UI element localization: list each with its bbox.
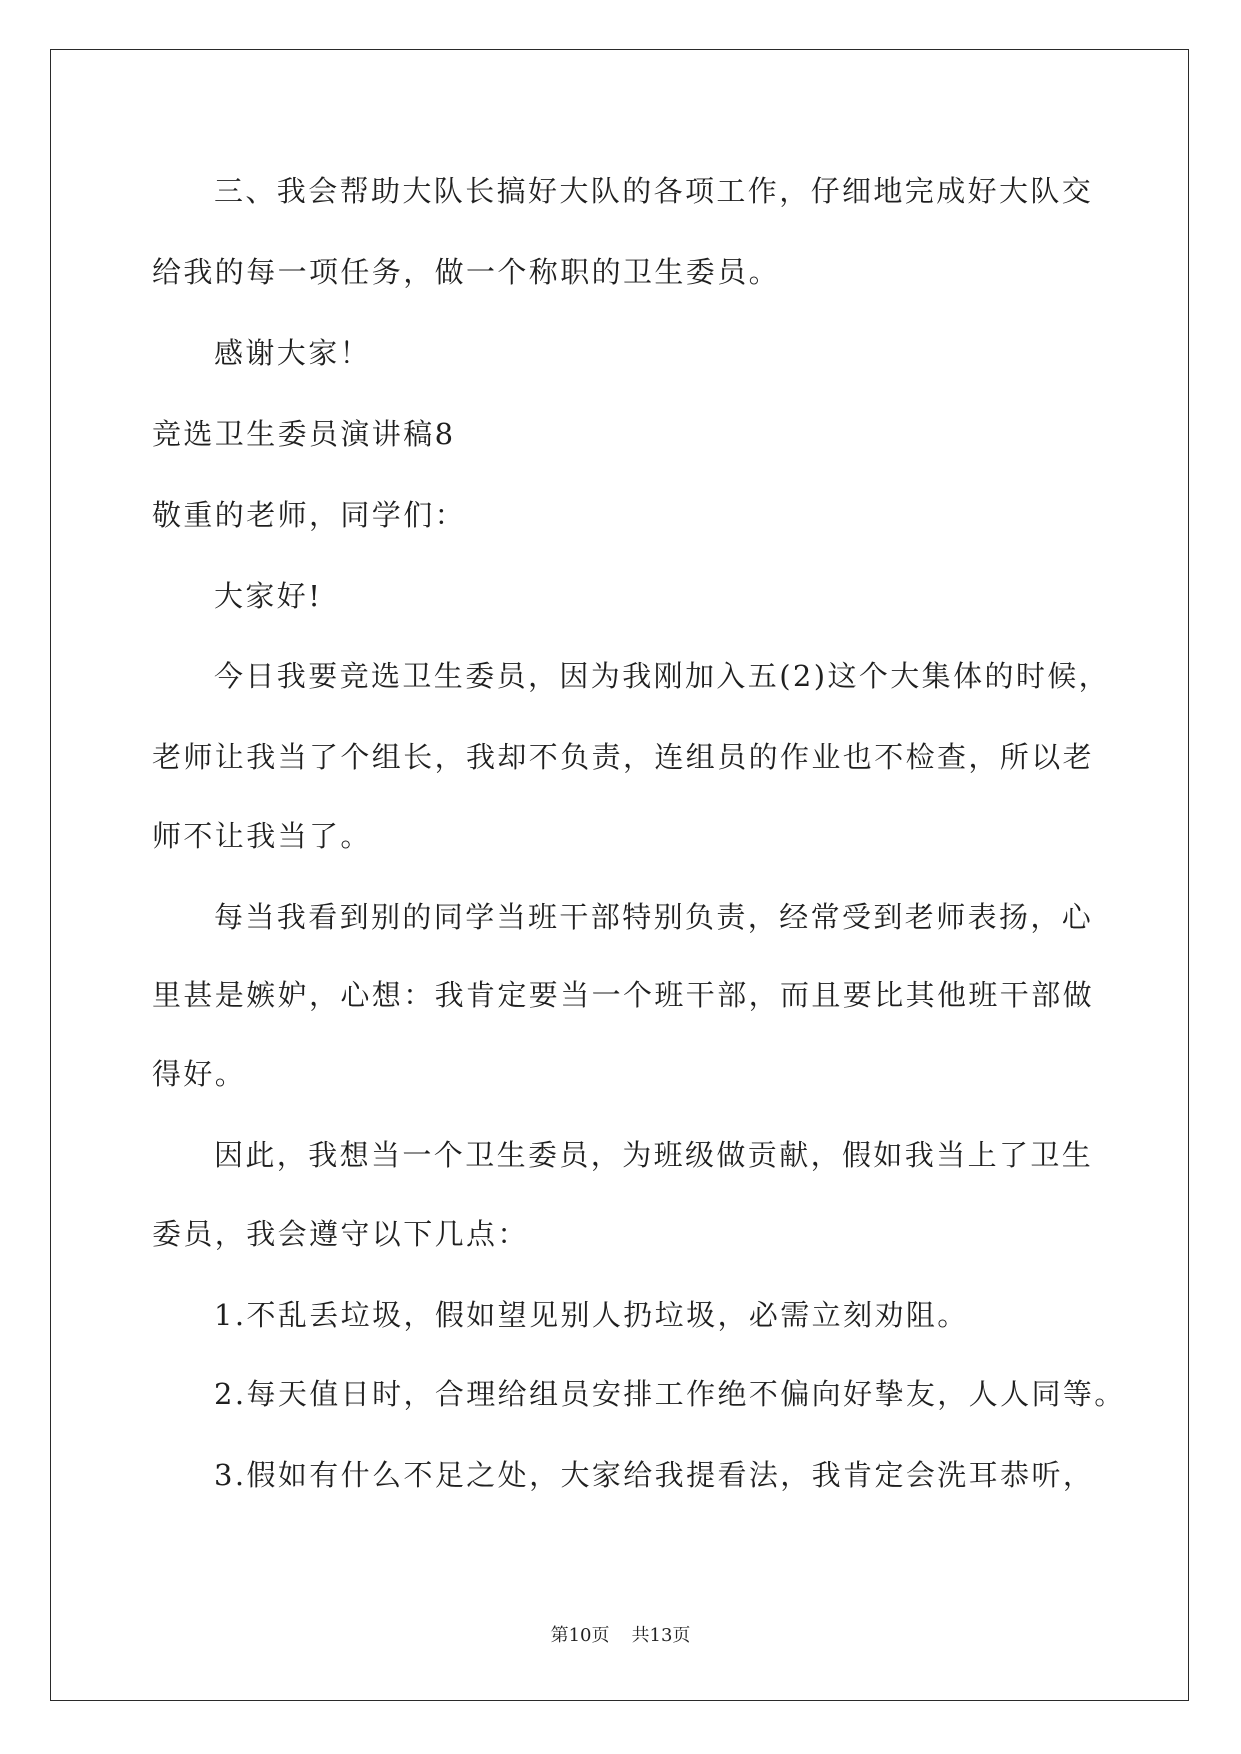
paragraph-line: 因此，我想当一个卫生委员，为班级做贡献，假如我当上了卫生 <box>214 1138 1094 1172</box>
list-item: 1.不乱丢垃圾，假如望见别人扔垃圾，必需立刻劝阻。 <box>214 1298 969 1332</box>
page-footer <box>0 1624 1241 1648</box>
page-border <box>50 49 1189 1701</box>
paragraph-line: 三、我会帮助大队长搞好大队的各项工作，仔细地完成好大队交 <box>214 174 1094 208</box>
paragraph-line: 给我的每一项任务，做一个称职的卫生委员。 <box>152 255 781 289</box>
paragraph-line: 今日我要竞选卫生委员，因为我刚加入五(2)这个大集体的时候， <box>214 659 1111 693</box>
paragraph-line: 感谢大家！ <box>214 336 372 370</box>
salutation: 敬重的老师，同学们： <box>152 498 467 532</box>
paragraph-line: 委员，我会遵守以下几点： <box>152 1217 529 1251</box>
paragraph-line: 得好。 <box>152 1057 247 1091</box>
paragraph-line: 大家好! <box>214 579 323 613</box>
paragraph-line: 师不让我当了。 <box>152 819 372 853</box>
page-number: 第10页 <box>550 1625 610 1646</box>
paragraph-line: 每当我看到别的同学当班干部特别负责，经常受到老师表扬，心 <box>214 900 1094 934</box>
paragraph-line: 里甚是嫉妒，心想：我肯定要当一个班干部，而且要比其他班干部做 <box>152 978 1095 1012</box>
list-item: 2.每天值日时，合理给组员安排工作绝不偏向好挚友，人人同等。 <box>214 1377 1126 1411</box>
section-heading: 竞选卫生委员演讲稿8 <box>152 417 456 451</box>
paragraph-line: 老师让我当了个组长，我却不负责，连组员的作业也不检查，所以老 <box>152 740 1095 774</box>
list-item: 3.假如有什么不足之处，大家给我提看法，我肯定会洗耳恭听， <box>214 1458 1095 1492</box>
page-total: 共13页 <box>631 1625 691 1646</box>
